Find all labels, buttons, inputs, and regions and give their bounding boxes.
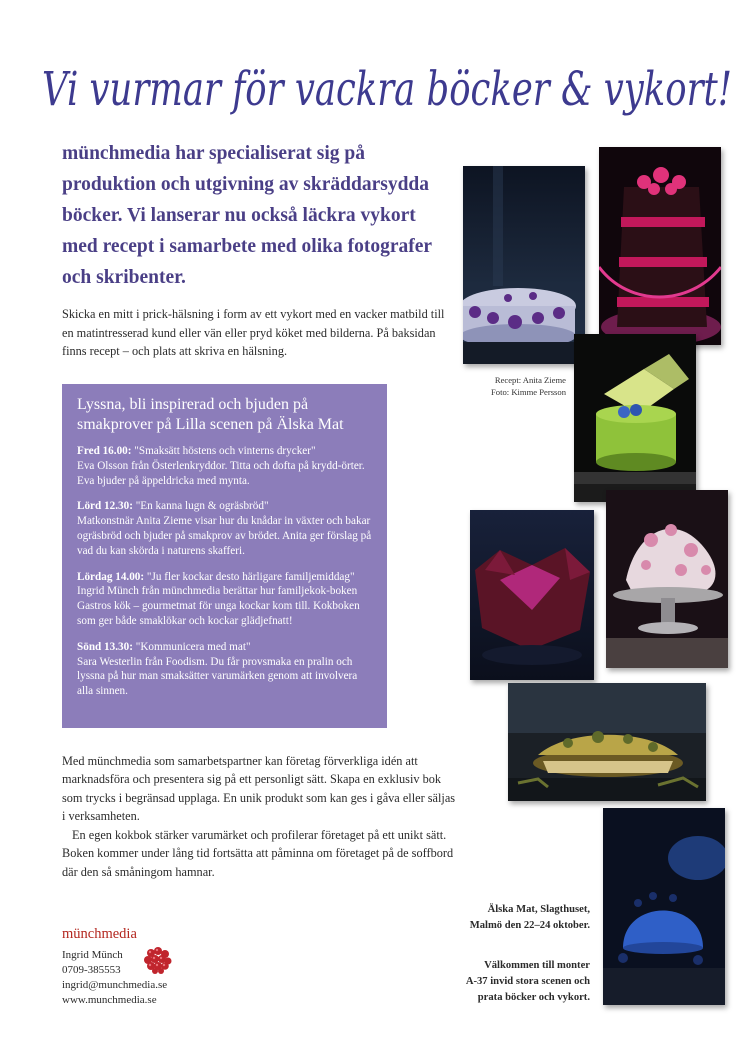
event-box [62,384,387,728]
event-text: Eva Olsson från Österlenkryddor. Titta och dofta på krydd-örter. Eva bjuder på äppeldricka med mynta. [77,459,365,487]
body-paragraph: Med münchmedia som samarbetspartner kan företag förverkliga idén att marknadsföra och presentera sig på ett personligt sätt. Skapa en exklusiv bok som trycks i begränsad upplaga. En unik produkt som kan ges i gåva eller säljas i verksamheten. [62,754,456,823]
welcome-line: prata böcker och vykort. [477,992,590,1003]
photo-green-cake [574,334,696,502]
intro-text: münchmedia har specialiserat sig på produktion och utgivning av skräddarsydda böcker. Vi lanserar nu också läckra vykort med recept i samarbete med olika fotografer och skribenter. [62,143,432,288]
venue-line: Älska Mat, Slagthuset, [487,904,590,915]
photo-green-tart [508,683,706,801]
photo-credits [456,374,566,398]
credit-photo: Foto: Kimme Persson [491,387,566,397]
contact-name: Ingrid Münch [62,949,123,961]
body-paragraph: En egen kokbok stärker varumärket och profilerar företaget på ett unikt sätt. Boken kommer under lång tid fortsätta att påminna om företaget på de soffbord där den så småningom hamnar. [62,828,454,879]
event-item [77,640,372,699]
venue-line: Malmö den 22–24 oktober. [469,920,590,931]
welcome-line: A-37 invid stora scenen och [465,976,590,987]
welcome-line: Välkommen till monter [484,960,590,971]
event-time: Lördag 14.00: [77,570,145,583]
headline-text: Vi vurmar för vackra böcker & vykort! [42,62,732,117]
event-item [77,444,372,488]
event-title: "Ju fler kockar desto härligare familjemiddag" [146,570,355,583]
event-title: "En kanna lugn & ogräsbröd" [135,500,269,513]
raspberry-logo-icon [142,946,172,974]
event-title: "Smaksätt höstens och vinterns drycker" [134,445,316,457]
welcome-info [420,958,590,1006]
event-title: "Kommunicera med mat" [135,640,251,653]
headline [38,30,738,135]
event-time: Sönd 13.30: [77,640,133,653]
contact-web[interactable]: www.munchmedia.se [62,994,157,1006]
credit-recipe: Recept: Anita Zieme [494,375,566,385]
photo-blue-dessert [603,808,725,1005]
event-time: Fred 16.00: [77,445,132,457]
photo-flower-cake [463,166,585,364]
contact-phone: 0709-385553 [62,964,121,976]
photo-meringue-stand [606,490,728,668]
event-box-heading: Lyssna, bli inspirerad och bjuden på smakprover på Lilla scenen på Älska Mat [77,396,344,433]
event-text: Sara Westerlin från Foodism. Du får provsmaka en pralin och lyssna på hur man smaksätter varumärken genom att involvera alla sinnen. [77,655,358,698]
brand-name: münchmedia [62,926,137,942]
photo-cupcake [470,510,594,680]
venue-info [420,902,590,934]
event-text: Ingrid Münch från münchmedia berättar hur familjekok-boken Gastros kök – gourmetmat för unga kockar kom till. Kokboken som ger både smaklökar och kockar glädjefnatt! [77,585,360,627]
event-item [77,499,372,558]
contact-email[interactable]: ingrid@munchmedia.se [62,979,168,991]
event-time: Lörd 12.30: [77,500,133,513]
lead-text: Skicka en mitt i prick-hälsning i form av ett vykort med en vacker matbild till en matintresserad kund eller vän eller pryd köket med bilderna. På baksidan finns recept – och plats att skriva en hälsning. [62,307,445,359]
event-item [77,570,372,629]
photo-pink-layer-cake [599,147,721,345]
event-text: Matkonstnär Anita Zieme visar hur du knådar in växter och bakar ogräsbröd och bjuder på smakprov av brödet. Anita ger förslag på vad du kan skörda i naturens skafferi. [77,515,372,557]
